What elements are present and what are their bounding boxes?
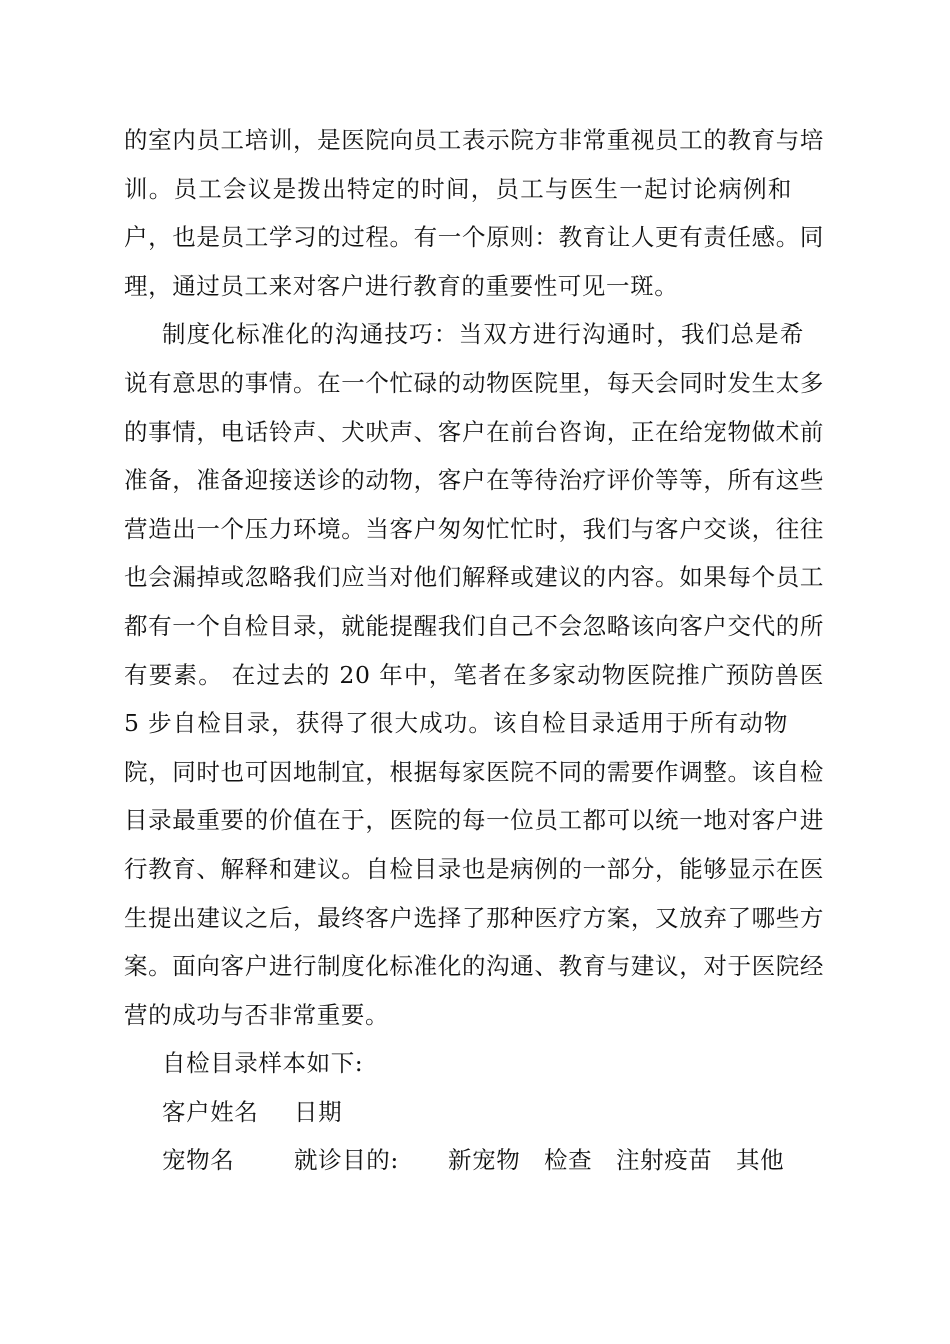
- sample-row-client: [124, 1088, 824, 1137]
- paragraph-line: 户，也是员工学习的过程。有一个原则：教育让人更有责任感。同: [124, 223, 824, 252]
- paragraph-line: 生提出建议之后，最终客户选择了那种医疗方案，又放弃了哪些方: [124, 903, 824, 932]
- paragraph-line: 案。面向客户进行制度化标准化的沟通、教育与建议，对于医院经: [124, 952, 824, 981]
- client-name-label: 客户姓名: [162, 1097, 259, 1126]
- option-other: 其他: [736, 1146, 785, 1175]
- paragraph-line: 制度化标准化的沟通技巧：当双方进行沟通时，我们总是希: [162, 320, 804, 349]
- paragraph-line: 有要素。 在过去的 20 年中，笔者在多家动物医院推广预防兽医: [124, 660, 824, 689]
- paragraph-line: 目录最重要的价值在于，医院的每一位员工都可以统一地对客户进: [124, 806, 824, 835]
- paragraph-line: 营的成功与否非常重要。: [124, 1000, 390, 1029]
- paragraph-line: 都有一个自检目录，就能提醒我们自己不会忽略该向客户交代的所: [124, 611, 824, 640]
- paragraph-line: 5 步自检目录，获得了很大成功。该自检目录适用于所有动物: [124, 709, 788, 738]
- paragraph-line: 的室内员工培训，是医院向员工表示院方非常重视员工的教育与培: [124, 126, 824, 154]
- option-vaccine: 注射疫苗: [616, 1146, 713, 1175]
- paragraph-line: 训。员工会议是拨出特定的时间，员工与医生一起讨论病例和: [124, 174, 792, 203]
- visit-purpose-label: 就诊目的:: [294, 1146, 399, 1175]
- pet-name-label: 宠物名: [162, 1146, 235, 1175]
- paragraph-2: [124, 310, 824, 1039]
- document-body: [124, 116, 824, 1185]
- option-new-pet: 新宠物: [448, 1146, 521, 1175]
- sample-row-pet: [124, 1136, 824, 1185]
- paragraph-line: 的事情，电话铃声、犬吠声、客户在前台咨询，正在给宠物做术前: [124, 417, 824, 446]
- sample-intro: 自检目录样本如下:: [162, 1049, 364, 1078]
- paragraph-line: 准备，准备迎接送诊的动物，客户在等待治疗评价等等，所有这些: [124, 466, 824, 495]
- date-label: 日期: [294, 1097, 343, 1126]
- paragraph-line: 也会漏掉或忽略我们应当对他们解释或建议的内容。如果每个员工: [124, 563, 824, 592]
- paragraph-line: 说有意思的事情。在一个忙碌的动物医院里，每天会同时发生太多: [124, 368, 824, 397]
- option-checkup: 检查: [544, 1146, 593, 1175]
- paragraph-line: 院，同时也可因地制宜，根据每家医院不同的需要作调整。该自检: [124, 757, 824, 786]
- paragraph-line: 理，通过员工来对客户进行教育的重要性可见一斑。: [124, 271, 679, 300]
- paragraph-line: 营造出一个压力环境。当客户匆匆忙忙时，我们与客户交谈，往往: [124, 514, 824, 543]
- paragraph-1: [124, 116, 824, 310]
- paragraph-line: 行教育、解释和建议。自检目录也是病例的一部分，能够显示在医: [124, 854, 824, 883]
